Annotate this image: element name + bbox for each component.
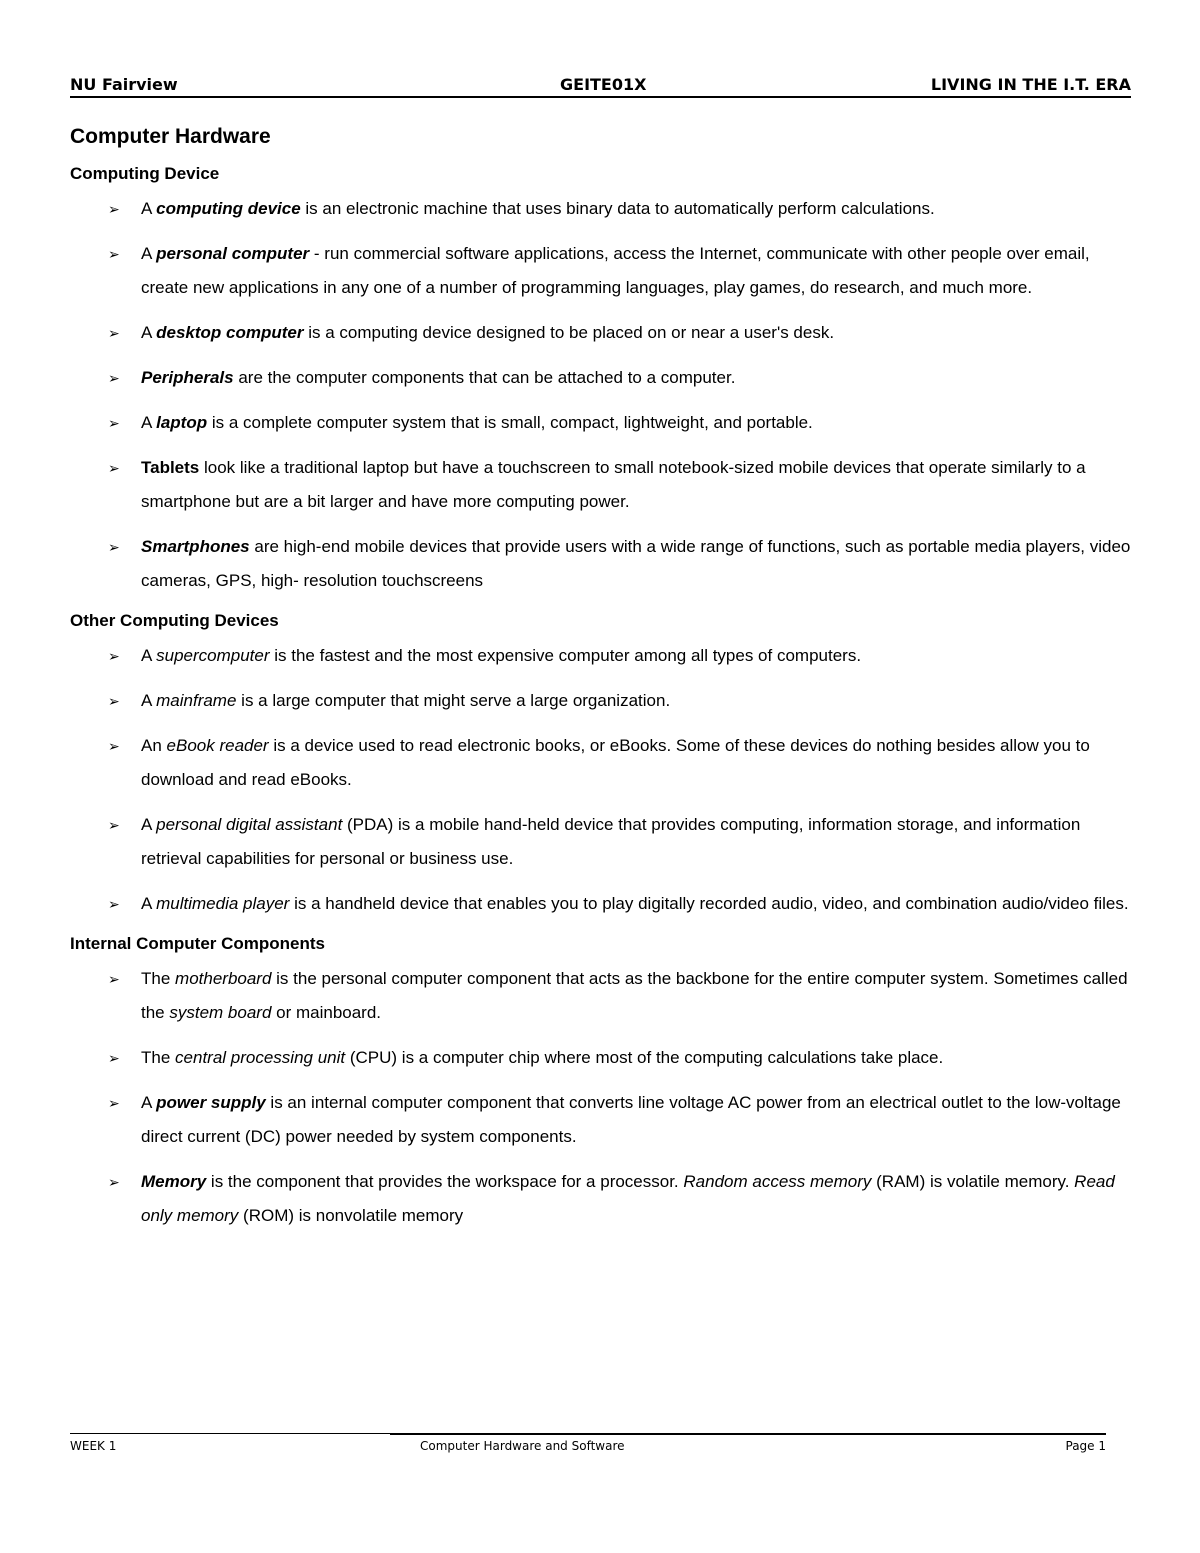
footer-rule-left bbox=[70, 1433, 390, 1434]
arrow-bullet-icon: ➢ bbox=[108, 738, 120, 754]
list-item: ➢ Peripherals are the computer components that can be attached to a computer. bbox=[70, 361, 1140, 395]
arrow-bullet-icon: ➢ bbox=[108, 246, 120, 262]
term: eBook reader bbox=[166, 736, 269, 755]
list-item: ➢ Tablets look like a traditional laptop but have a touchscreen to small notebook-sized mobile devices that operate similarly to a smartphone but are a bit larger and have more computing power. bbox=[70, 451, 1140, 519]
footer-topic: Computer Hardware and Software bbox=[420, 1439, 625, 1453]
term: supercomputer bbox=[156, 646, 270, 665]
list-item: ➢ A power supply is an internal computer component that converts line voltage AC power from an electrical outlet to the low-voltage direct current (DC) power needed by system components. bbox=[70, 1086, 1140, 1154]
term: system board bbox=[169, 1003, 272, 1022]
arrow-bullet-icon: ➢ bbox=[108, 460, 120, 476]
term: desktop computer bbox=[156, 323, 304, 342]
arrow-bullet-icon: ➢ bbox=[108, 1174, 120, 1190]
term: multimedia player bbox=[156, 894, 290, 913]
header-course-title: LIVING IN THE I.T. ERA bbox=[930, 75, 1131, 94]
section-heading-other-computing-devices: Other Computing Devices bbox=[70, 611, 279, 630]
list-item: ➢ A supercomputer is the fastest and the most expensive computer among all types of computers. bbox=[70, 639, 1140, 673]
list-item: ➢ A computing device is an electronic machine that uses binary data to automatically perform calculations. bbox=[70, 192, 1140, 226]
list-item: ➢ A personal digital assistant (PDA) is a mobile hand-held device that provides computing, information storage, and information retrieval capabilities for personal or business use. bbox=[70, 808, 1140, 876]
list-item: ➢ A multimedia player is a handheld device that enables you to play digitally recorded audio, video, and combination audio/video files. bbox=[70, 887, 1140, 921]
list-item: ➢ Smartphones are high-end mobile devices that provide users with a wide range of functions, such as portable media players, video cameras, GPS, high- resolution touchscreens bbox=[70, 530, 1140, 598]
page-footer bbox=[70, 1433, 1106, 1457]
bullet-list-computing-device bbox=[70, 192, 1140, 598]
arrow-bullet-icon: ➢ bbox=[108, 1050, 120, 1066]
list-item: ➢ An eBook reader is a device used to read electronic books, or eBooks. Some of these devices do nothing besides allow you to download and read eBooks. bbox=[70, 729, 1140, 797]
bullet-list-other-computing-devices bbox=[70, 639, 1140, 921]
section-heading-computing-device: Computing Device bbox=[70, 164, 220, 183]
page-header bbox=[70, 76, 1131, 98]
arrow-bullet-icon: ➢ bbox=[108, 693, 120, 709]
list-item: ➢ Memory is the component that provides the workspace for a processor. Random access memory (RAM) is volatile memory. Read only memory (ROM) is nonvolatile memory bbox=[70, 1165, 1140, 1233]
list-item: ➢ A desktop computer is a computing device designed to be placed on or near a user's desk. bbox=[70, 316, 1140, 350]
term: Peripherals bbox=[141, 368, 234, 387]
arrow-bullet-icon: ➢ bbox=[108, 896, 120, 912]
term: personal digital assistant bbox=[156, 815, 343, 834]
arrow-bullet-icon: ➢ bbox=[108, 971, 120, 987]
term: Memory bbox=[141, 1172, 207, 1191]
term: laptop bbox=[156, 413, 208, 432]
arrow-bullet-icon: ➢ bbox=[108, 817, 120, 833]
arrow-bullet-icon: ➢ bbox=[108, 325, 120, 341]
term: power supply bbox=[156, 1093, 266, 1112]
bullet-list-internal-computer-components bbox=[70, 962, 1140, 1233]
footer-week: WEEK 1 bbox=[70, 1439, 117, 1453]
term: central processing unit bbox=[175, 1048, 346, 1067]
term: motherboard bbox=[175, 969, 272, 988]
list-item: ➢ A laptop is a complete computer system that is small, compact, lightweight, and portable. bbox=[70, 406, 1140, 440]
document-title: Computer Hardware bbox=[70, 125, 271, 148]
term: Tablets bbox=[141, 458, 200, 477]
arrow-bullet-icon: ➢ bbox=[108, 201, 120, 217]
footer-page-number: Page 1 bbox=[1065, 1439, 1106, 1453]
arrow-bullet-icon: ➢ bbox=[108, 539, 120, 555]
list-item: ➢ The central processing unit (CPU) is a computer chip where most of the computing calculations take place. bbox=[70, 1041, 1140, 1075]
footer-rule-right bbox=[390, 1433, 1106, 1435]
term: Random access memory bbox=[683, 1172, 872, 1191]
section-heading-internal-computer-components: Internal Computer Components bbox=[70, 934, 326, 953]
term: Smartphones bbox=[141, 537, 250, 556]
term: personal computer bbox=[156, 244, 310, 263]
term: computing device bbox=[156, 199, 301, 218]
arrow-bullet-icon: ➢ bbox=[108, 648, 120, 664]
header-institution: NU Fairview bbox=[70, 75, 178, 94]
term: Read only memory bbox=[141, 1172, 1115, 1225]
arrow-bullet-icon: ➢ bbox=[108, 370, 120, 386]
term: mainframe bbox=[156, 691, 237, 710]
header-course-code: GEITE01X bbox=[560, 75, 647, 94]
arrow-bullet-icon: ➢ bbox=[108, 1095, 120, 1111]
list-item: ➢ A mainframe is a large computer that might serve a large organization. bbox=[70, 684, 1140, 718]
document-body bbox=[70, 122, 1140, 1244]
list-item: ➢ The motherboard is the personal computer component that acts as the backbone for the entire computer system. Sometimes called the system board or mainboard. bbox=[70, 962, 1140, 1030]
list-item: ➢ A personal computer - run commercial software applications, access the Internet, communicate with other people over email, create new applications in any one of a number of programming languages, play games, do research, and much more. bbox=[70, 237, 1140, 305]
arrow-bullet-icon: ➢ bbox=[108, 415, 120, 431]
